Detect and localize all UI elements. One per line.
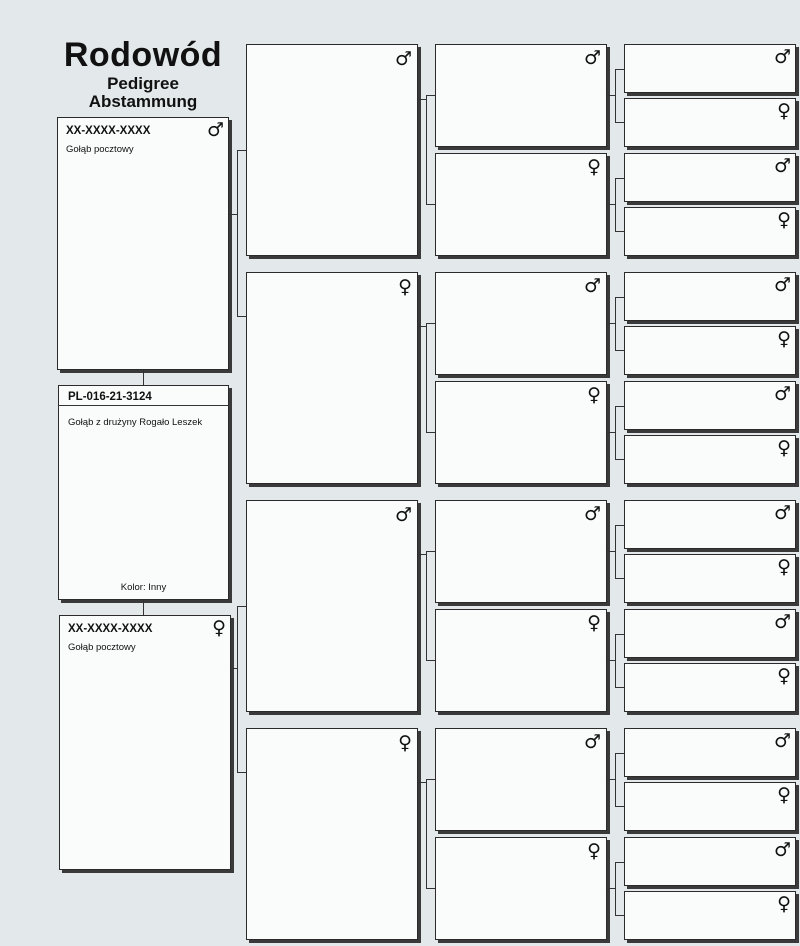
connector xyxy=(615,687,624,688)
female-icon: ♀ xyxy=(587,156,601,178)
connector xyxy=(237,772,246,773)
pedigree-box xyxy=(246,728,418,940)
connector xyxy=(615,753,624,754)
male-icon: ♂ xyxy=(773,155,791,177)
connector xyxy=(615,406,624,407)
pedigree-box xyxy=(435,44,607,147)
pedigree-box xyxy=(624,554,796,603)
connector xyxy=(426,204,435,205)
connector xyxy=(615,69,616,123)
connector xyxy=(615,406,616,460)
female-icon: ♀ xyxy=(587,384,601,406)
pedigree-box xyxy=(624,98,796,147)
connector xyxy=(615,122,624,123)
sire-breed: Gołąb pocztowy xyxy=(66,144,134,155)
connector xyxy=(237,606,246,607)
connector xyxy=(607,323,615,324)
pedigree-box xyxy=(246,44,418,256)
pedigree-box xyxy=(624,326,796,375)
pedigree-box xyxy=(624,272,796,321)
connector xyxy=(615,806,624,807)
pedigree-box xyxy=(624,44,796,93)
connector xyxy=(615,525,624,526)
page-title: Rodowód xyxy=(63,36,223,74)
female-icon: ♀ xyxy=(398,276,412,298)
pedigree-box xyxy=(435,500,607,603)
pedigree-box xyxy=(435,153,607,256)
connector xyxy=(237,316,246,317)
female-icon: ♀ xyxy=(777,209,791,231)
connector xyxy=(426,551,427,661)
sire-card xyxy=(57,117,229,370)
pedigree-box xyxy=(624,435,796,484)
connector xyxy=(615,231,624,232)
connector xyxy=(615,178,616,232)
connector xyxy=(143,370,144,385)
connector xyxy=(426,95,435,96)
connector xyxy=(615,525,616,579)
female-icon: ♀ xyxy=(587,612,601,634)
connector xyxy=(143,600,144,615)
male-icon: ♂ xyxy=(583,731,601,753)
pedigree-box xyxy=(246,500,418,712)
connector xyxy=(426,432,435,433)
connector xyxy=(607,432,615,433)
male-icon: ♂ xyxy=(773,383,791,405)
pedigree-box xyxy=(624,500,796,549)
dam-card xyxy=(59,615,231,870)
connector xyxy=(615,297,624,298)
female-icon: ♀ xyxy=(777,100,791,122)
pedigree-box xyxy=(624,891,796,940)
dam-breed: Gołąb pocztowy xyxy=(68,642,136,653)
connector xyxy=(426,323,427,433)
connector xyxy=(615,578,624,579)
female-icon: ♀ xyxy=(777,893,791,915)
male-icon: ♂ xyxy=(583,275,601,297)
female-icon: ♀ xyxy=(777,665,791,687)
subtitle-english: Pedigree xyxy=(107,74,179,93)
subject-card xyxy=(58,385,229,600)
pedigree-box xyxy=(624,728,796,777)
male-icon: ♂ xyxy=(773,611,791,633)
pedigree-box xyxy=(435,837,607,940)
male-icon: ♂ xyxy=(773,839,791,861)
male-icon: ♂ xyxy=(394,504,412,526)
connector xyxy=(615,634,616,688)
connector xyxy=(426,95,427,205)
subject-color: Kolor: Inny xyxy=(120,582,167,593)
pedigree-box xyxy=(624,609,796,658)
pedigree-box xyxy=(435,728,607,831)
female-icon: ♀ xyxy=(398,732,412,754)
pedigree-box xyxy=(624,663,796,712)
pedigree-box xyxy=(624,381,796,430)
connector xyxy=(607,95,615,96)
female-icon: ♀ xyxy=(587,840,601,862)
male-icon: ♂ xyxy=(583,47,601,69)
male-icon: ♂ xyxy=(773,502,791,524)
male-icon: ♂ xyxy=(773,274,791,296)
connector xyxy=(615,753,616,807)
connector xyxy=(426,888,435,889)
connector xyxy=(418,326,426,327)
sire-ring-number: XX-XXXX-XXXX xyxy=(66,125,151,137)
dam-ring-number: XX-XXXX-XXXX xyxy=(68,623,153,635)
connector xyxy=(426,779,435,780)
connector xyxy=(418,782,426,783)
connector xyxy=(615,459,624,460)
pedigree-box xyxy=(246,272,418,484)
pedigree-box xyxy=(435,609,607,712)
subject-divider xyxy=(58,405,229,406)
female-icon: ♀ xyxy=(777,784,791,806)
connector xyxy=(237,150,238,317)
subtitle-german: Abstammung xyxy=(88,92,198,111)
connector xyxy=(615,862,624,863)
connector xyxy=(426,779,427,889)
connector xyxy=(607,551,615,552)
male-icon: ♂ xyxy=(773,730,791,752)
female-icon: ♀ xyxy=(212,617,226,639)
connector xyxy=(607,779,615,780)
connector xyxy=(237,606,238,773)
connector xyxy=(426,660,435,661)
connector xyxy=(615,862,616,916)
connector xyxy=(607,204,615,205)
connector xyxy=(426,551,435,552)
pedigree-box xyxy=(435,381,607,484)
connector xyxy=(418,554,426,555)
connector xyxy=(615,297,616,351)
connector xyxy=(615,350,624,351)
connector xyxy=(418,99,426,100)
female-icon: ♀ xyxy=(777,556,791,578)
subject-ring-number: PL-016-21-3124 xyxy=(68,391,152,403)
female-icon: ♀ xyxy=(777,437,791,459)
pedigree-box xyxy=(624,837,796,886)
male-icon: ♂ xyxy=(583,503,601,525)
pedigree-box xyxy=(624,207,796,256)
pedigree-box xyxy=(435,272,607,375)
male-icon: ♂ xyxy=(206,119,224,141)
connector xyxy=(229,214,237,215)
pedigree-box xyxy=(624,153,796,202)
female-icon: ♀ xyxy=(777,328,791,350)
connector xyxy=(615,69,624,70)
connector xyxy=(615,634,624,635)
pedigree-box xyxy=(624,782,796,831)
subject-description: Gołąb z drużyny Rogało Leszek xyxy=(68,417,203,428)
connector xyxy=(615,178,624,179)
male-icon: ♂ xyxy=(773,46,791,68)
connector xyxy=(237,150,246,151)
connector xyxy=(607,888,615,889)
male-icon: ♂ xyxy=(394,48,412,70)
connector xyxy=(615,915,624,916)
connector xyxy=(426,323,435,324)
connector xyxy=(607,660,615,661)
